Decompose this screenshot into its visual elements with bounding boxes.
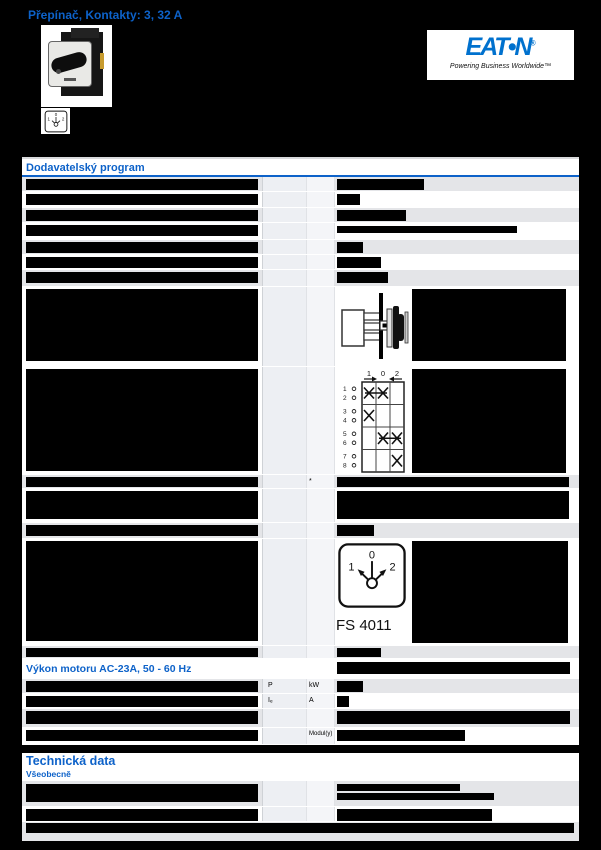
table-row <box>22 807 579 822</box>
footer-strip <box>22 833 579 841</box>
table-row <box>22 255 579 270</box>
table-row-power <box>22 679 579 694</box>
svg-text:0: 0 <box>54 111 57 117</box>
section-header-motor <box>22 659 579 679</box>
svg-text:7: 7 <box>343 453 347 461</box>
redacted-value <box>337 525 374 536</box>
svg-text:0: 0 <box>380 369 386 378</box>
product-photo <box>41 25 112 107</box>
modules-unit: Modul(y) <box>309 731 333 737</box>
redacted-label <box>26 648 258 657</box>
table-row <box>22 240 579 255</box>
table-row-current <box>22 694 579 709</box>
switch-screw <box>56 69 61 74</box>
redacted-label <box>26 809 258 821</box>
redacted-value <box>337 272 388 283</box>
table-row <box>22 270 579 287</box>
redacted-block <box>26 541 258 641</box>
redacted-label <box>26 477 258 487</box>
contact-sequence-icon <box>335 367 410 473</box>
current-symbol: Iₑ <box>268 697 273 704</box>
section-subheader-general: Všeobecně <box>22 768 579 781</box>
redacted-value <box>337 194 360 205</box>
redacted-value <box>337 648 381 657</box>
redacted-label <box>26 272 258 283</box>
redacted-label <box>26 681 258 692</box>
redacted-block <box>412 289 566 361</box>
table-row <box>22 709 579 728</box>
svg-text:4: 4 <box>343 417 347 425</box>
redacted-label <box>26 784 258 802</box>
redacted-value <box>337 477 569 487</box>
table-row <box>22 177 579 192</box>
eaton-wordmark: EAT•N® <box>465 33 536 61</box>
svg-text:2: 2 <box>389 561 396 574</box>
svg-text:3: 3 <box>343 408 347 416</box>
redacted-label <box>26 179 258 190</box>
table-row <box>22 192 579 208</box>
redacted-value <box>337 681 363 692</box>
svg-text:2: 2 <box>394 369 400 378</box>
redacted-value <box>337 793 494 800</box>
redacted-value <box>337 242 363 253</box>
position-symbol-mini <box>41 108 70 134</box>
table-row <box>22 223 579 240</box>
svg-text:0: 0 <box>368 549 376 562</box>
section-header-supply: Dodavatelský program <box>22 159 579 177</box>
svg-text:1: 1 <box>343 386 347 393</box>
section-motor-title: Výkon motoru AC-23A, 50 - 60 Hz <box>26 663 192 675</box>
svg-text:8: 8 <box>343 462 347 470</box>
table-row-contact-sequence <box>22 367 579 475</box>
redacted-label <box>26 730 258 741</box>
redacted-label <box>26 696 258 707</box>
redacted-label <box>26 242 258 253</box>
table-row-modules <box>22 728 579 745</box>
contact-sequence-diagram <box>335 367 410 474</box>
page-title: Přepínač, Kontakty: 3, 32 A <box>28 8 183 22</box>
switch-side-view-icon <box>335 287 410 366</box>
svg-text:2: 2 <box>343 395 347 402</box>
redacted-value <box>337 210 406 221</box>
power-symbol: P <box>268 682 273 689</box>
redacted-value <box>337 257 381 268</box>
switch-body-top <box>71 28 99 38</box>
svg-text:1: 1 <box>47 116 50 122</box>
fs-diagram-label: FS 4011 <box>336 617 392 634</box>
supply-program-table <box>22 157 579 745</box>
redacted-value <box>337 784 460 791</box>
redacted-value <box>337 711 570 724</box>
redacted-block <box>412 541 568 643</box>
switch-front-plate <box>48 41 92 87</box>
svg-text:2: 2 <box>61 116 64 122</box>
svg-text:5: 5 <box>343 431 347 438</box>
table-row <box>22 781 579 807</box>
fs-positions-icon <box>336 541 408 610</box>
table-row <box>22 646 579 659</box>
table-row-side-view <box>22 287 579 367</box>
redacted-block <box>26 369 258 471</box>
eaton-tagline: Powering Business Worldwide™ <box>449 63 552 70</box>
redacted-label <box>26 225 258 236</box>
redacted-block <box>337 491 569 519</box>
redacted-value <box>337 809 492 821</box>
eaton-logo <box>427 30 574 80</box>
redacted-block <box>26 289 258 361</box>
table-row <box>22 475 579 489</box>
table-row <box>22 523 579 539</box>
redacted-value <box>337 696 349 707</box>
switch-label <box>64 78 76 81</box>
fs-diagram <box>335 539 410 645</box>
redacted-value <box>337 226 517 233</box>
switch-positions-icon <box>43 110 69 133</box>
side-view-diagram <box>335 287 410 366</box>
redacted-label <box>26 210 258 221</box>
redacted-value <box>337 662 570 674</box>
redacted-label <box>26 194 258 205</box>
redacted-label <box>26 711 258 724</box>
technical-data-table <box>22 753 579 834</box>
redacted-label <box>26 525 258 536</box>
svg-text:6: 6 <box>343 440 347 447</box>
current-unit: A <box>309 697 314 704</box>
switch-sticker <box>100 53 104 69</box>
redacted-block <box>26 491 258 519</box>
svg-text:1: 1 <box>348 561 355 574</box>
footnote-marker: * <box>309 478 312 485</box>
redacted-block <box>26 823 574 833</box>
redacted-value <box>337 179 424 190</box>
section-header-technical: Technická data <box>22 753 579 768</box>
table-row-switching-diagram <box>22 539 579 646</box>
table-row <box>22 208 579 223</box>
table-row <box>22 489 579 523</box>
redacted-label <box>26 257 258 268</box>
redacted-value <box>337 730 465 741</box>
power-unit: kW <box>309 682 320 689</box>
redacted-block <box>412 369 566 473</box>
svg-text:1: 1 <box>366 369 372 378</box>
